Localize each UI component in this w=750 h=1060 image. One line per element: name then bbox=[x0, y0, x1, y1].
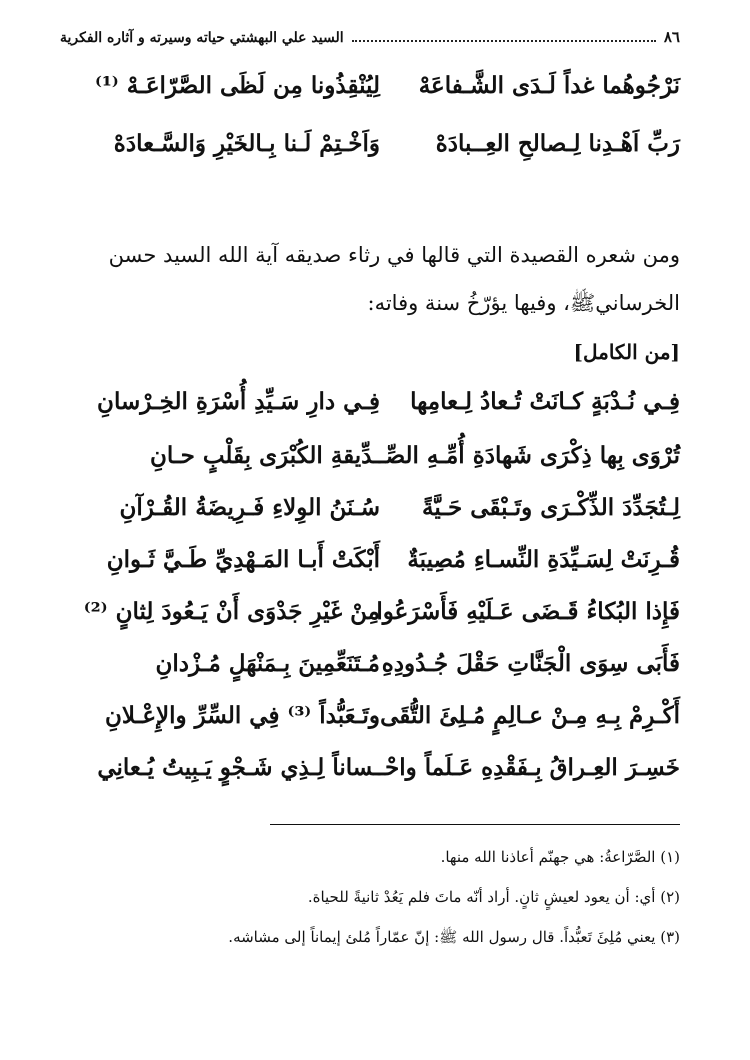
verse-second-hemistich: وتَـعَبُّداً ⁽³⁾ فِي السِّرِّ والإِعْـلانِ bbox=[104, 702, 380, 729]
verse-first-hemistich: فِـي نُـدْبَةٍ كـانَتْ تُـعادُ لِـعامِها bbox=[410, 388, 680, 415]
verse-second-hemistich: فِـي دارِ سَـيِّدِ أُسْرَةِ الخِـرْسانِ bbox=[97, 388, 380, 415]
running-header bbox=[60, 28, 680, 56]
verse-second-hemistich: مِنْ غَيْرِ جَدْوَى أَنْ يَـعُودَ لِثانٍ ⁽²⁾ bbox=[83, 598, 380, 625]
poem-meter-label: [من الكامل] bbox=[573, 340, 680, 364]
verse-first-hemistich: رَبِّ اَهْـدِنا لِـصالحِ العِــبادَهْ bbox=[435, 130, 680, 157]
prose-line: الخرسانيﷺ، وفيها يؤرّخُ سنة وفاته: bbox=[367, 291, 680, 315]
verse-line bbox=[80, 754, 680, 794]
prose-line: ومن شعره القصيدة التي قالها في رثاء صديقه آية الله السيد حسن bbox=[108, 243, 680, 267]
verse-second-hemistich: أَبْكَتْ أَبـا المَـهْدِيِّ طَـيَّ ثَـوانِ bbox=[106, 546, 380, 573]
verse-line bbox=[80, 702, 680, 742]
verse-line bbox=[80, 130, 680, 170]
verse-line bbox=[80, 388, 680, 428]
running-title: السيد علي البهشتي حياته وسيرته و آثاره الفكرية bbox=[60, 30, 344, 46]
footnote-separator bbox=[270, 824, 680, 825]
verse-first-hemistich: فَإِذا البُكاءُ قَـضَى عَـلَيْهِ فَأَسْرَعُوا bbox=[376, 598, 680, 625]
verse-line bbox=[80, 546, 680, 586]
footnote: (٣) يعني مُلِئَ تَعبُّداً. قال رسول الله ﷺ: إنّ عمّاراً مُلئ إيماناً إلى مشاشه. bbox=[228, 928, 680, 946]
footnote: (٢) أي: أن يعود لعيشٍ ثانٍ. أراد أنّه ماتَ فلم يَعُدْ ثانيةً للحياة. bbox=[307, 888, 680, 906]
verse-second-hemistich: سُـنَنُ الوِلاءِ فَـرِيضَةُ القُـرْآنِ bbox=[119, 494, 380, 521]
verse-first-hemistich: نَرْجُوهُما غداً لَـدَى الشَّـفاعَهْ bbox=[418, 72, 680, 99]
verse-first-hemistich: لِـتُجَدِّدَ الذِّكْـرَى وتَـبْقَى حَـيَّةً bbox=[422, 494, 680, 521]
verse-first-hemistich: تُرْوَى بِها ذِكْرَى شَهادَةِ أُمِّـهِ الصِّـ bbox=[378, 442, 680, 469]
verse-second-hemistich: لِيُنْقِذُونا مِن لَظَى الصَّرّاعَـهْ ⁽¹⁾ bbox=[94, 72, 380, 99]
verse-line bbox=[80, 650, 680, 690]
verse-line bbox=[80, 442, 680, 482]
footnote: (١) الصَّرّاعةُ: هي جهنّم أعاذنا الله منها. bbox=[440, 848, 680, 866]
page-number: ٨٦ bbox=[663, 28, 680, 46]
verse-second-hemistich: ـدِّيقةِ الكُبْرَى بِقَلْبٍ حـانِ bbox=[149, 442, 380, 469]
verse-first-hemistich: أَكْـرِمْ بِـهِ مِـنْ عـالِمٍ مُـلِئَ التُّقَى bbox=[380, 702, 680, 729]
verse-second-hemistich: ـساناً لِـذِي شَـجْوٍ يَـبِيتُ يُـعانِي bbox=[97, 754, 380, 781]
verse-line bbox=[80, 72, 680, 112]
verse-first-hemistich: فَأَبَى سِوَى الْجَنَّاتِ حَقْلَ جُـدُودِهِ bbox=[381, 650, 680, 677]
verse-first-hemistich: قُـرِنَتْ لِسَـيِّدَةِ النِّسـاءِ مُصِيبَةٌ bbox=[407, 546, 680, 573]
verse-first-hemistich: خَسِـرَ العِـراقُ بِـفَقْدِهِ عَـلَماً واحْـ bbox=[378, 754, 680, 781]
verse-line bbox=[80, 494, 680, 534]
header-leader-dots bbox=[352, 28, 656, 42]
verse-line bbox=[80, 598, 680, 638]
verse-second-hemistich: مُـتَنَعِّمِينَ بِـمَنْهَلٍ مُـزْدانِ bbox=[155, 650, 380, 677]
verse-second-hemistich: وَاَخْـتِمْ لَـنا بِـالخَيْرِ وَالسَّـعادَهْ bbox=[113, 130, 380, 157]
